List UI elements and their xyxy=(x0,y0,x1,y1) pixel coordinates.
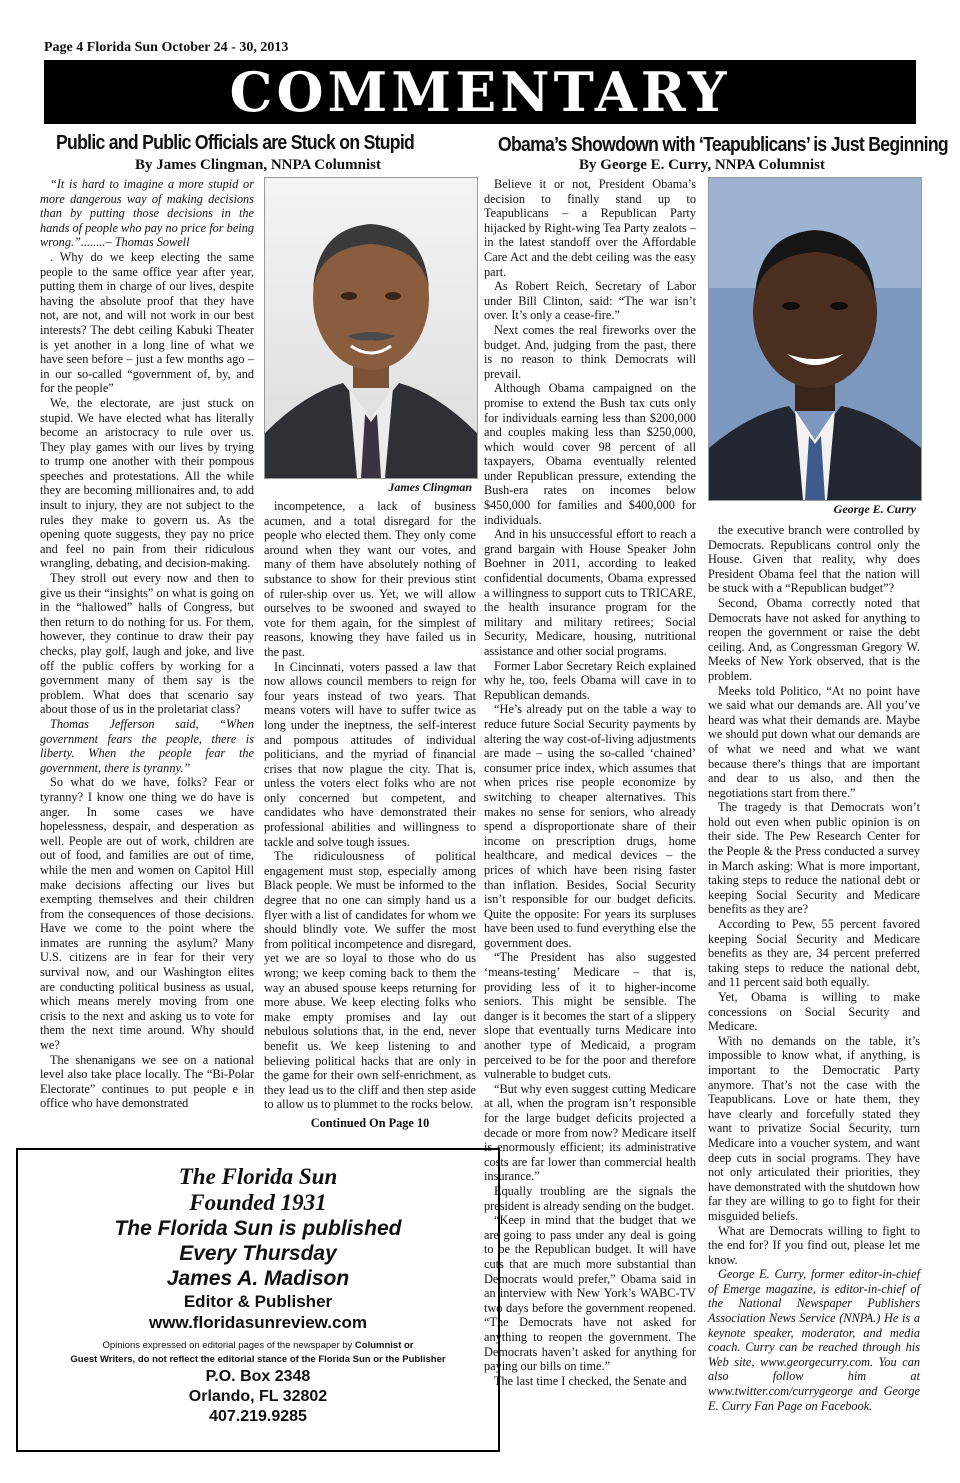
article1-paragraph: The shenanigans we see on a national level also take place locally. The “Bi-Polar Electorate” continues to put people e in office who have demonstrated xyxy=(40,1052,254,1111)
article2-paragraph: According to Pew, 55 percent favored keeping Social Security and Medicare benefits as they are, 34 percent preferred taking steps to reduce the national debt, and 11 percent said both equally. xyxy=(708,917,920,990)
continued-on-page-label: Continued On Page 10 xyxy=(310,1115,430,1130)
article1-column-1 xyxy=(40,177,254,1111)
page-folio: Page 4 Florida Sun October 24 - 30, 2013 xyxy=(44,40,289,55)
article2-paragraph: As Robert Reich, Secretary of Labor under Bill Clinton, said: “The war isn’t over. It’s only a cease-fire.” xyxy=(484,279,696,323)
masthead-publisher-name: James A. Madison xyxy=(166,1267,350,1290)
james-clingman-photo xyxy=(264,177,478,479)
masthead-schedule: Every Thursday xyxy=(179,1242,337,1265)
article2-paragraph: The tragedy is that Democrats won’t hold out even when public opinion is on their side. The Pew Research Center for the People & the Press conducted a survey in March asking: What is more important, taking steps to reduce the national debt or keeping Social Security and Medicare benefits as they are? xyxy=(708,800,920,917)
masthead-publisher-role: Editor & Publisher xyxy=(183,1292,333,1311)
article2-paragraph: “But why even suggest cutting Medicare at all, when the program isn’t responsible for the large budget deficits projected a decade or more from now? Medicare itself is enormously efficient; its administrative costs are far lower than commercial health insurance.” xyxy=(484,1081,696,1184)
article2-paragraph: Yet, Obama is willing to make concessions on Social Security and Medicare. xyxy=(708,990,920,1034)
masthead-founded: Founded 1931 xyxy=(189,1190,327,1215)
article2-paragraph: Former Labor Secretary Reich explained why he, too, feels Obama will cave in to Republican demands. xyxy=(484,658,696,702)
masthead-paper-name: The Florida Sun xyxy=(178,1164,338,1189)
article1-headline: Public and Public Officials are Stuck on Stupid xyxy=(56,132,415,154)
article2-paragraph: And in his unsuccessful effort to reach a grand bargain with House Speaker John Boehner in 2011, according to leaked confidential documents, Obama expressed a willingness to support cuts to TRICARE, the health insurance program for the military and military retirees; Social Security, Medicare, housing, nutritional assistance and other social programs. xyxy=(484,527,696,658)
article1-paragraph: They stroll out every now and then to give us their “insights” on what is going on in the “hallowed” halls of Congress, but then return to do nothing for us. For them, however, they continue to draw their pay checks, play golf, laugh and joke, and live off the public coffers by working for a government many of them say is the problem. What does that scenario say about those of us in the proletariat class? xyxy=(40,571,254,717)
article1-paragraph: incompetence, a lack of business acumen, and a total disregard for the people who elected them. They only come around when they want our votes, and many of them have absolutely nothing of substance to show for their previous stint of ruler-ship over us. Yet, we will allow ourselves to be swooned and swayed to vote for them again, for the simplest of reasons, knowing they have failed us in the past. xyxy=(264,499,476,659)
article2-paragraph: Meeks told Politico, “At no point have we said what our demands are. All you’ve heard was what their demands are. Maybe we should put down what our demands are of what we need and what we want because there’s things that are important and dear to us also, and then the negotiations start from there.” xyxy=(708,683,920,800)
article2-paragraph: “He’s already put on the table a way to reduce future Social Security payments by altering the way cost-of-living adjustments are made – using the so-called ‘chained’ consumer price index, which assumes that when prices rise people economize by switching to cheaper alternatives. This makes no sense for seniors, who already spend a disproportionate share of their income on prescription drugs, home healthcare, and medical devices – the prices of which have been rising faster than inflation. Besides, Social Security isn’t responsible for our budget deficits. Quite the opposite: For years its surpluses have been used to fund everything else the government does. xyxy=(484,702,696,950)
article2-column-2 xyxy=(708,523,920,1413)
article1-paragraph: “It is hard to imagine a more stupid or more dangerous way of making decisions than by putting those decisions in the hands of people who pay no price for being wrong.”........– Thomas Sowell xyxy=(40,177,254,250)
article2-column-1 xyxy=(484,177,696,1388)
article2-paragraph: Next comes the real fireworks over the budget. And, judging from the past, there is no reason to think Democrats will prevail. xyxy=(484,322,696,381)
masthead-city: Orlando, FL 32802 xyxy=(188,1388,328,1405)
article1-paragraph: So what do we have, folks? Fear or tyranny? I know one thing we do have is anger. In some cases we have hopelessness, despair, and desperation as well. People are out of work, children are out of food, and families are out of time, while the men and women on Capitol Hill make decisions affecting our lives but exempting themselves and their children from the consequences of those decisions. Have we come to the point where the inmates are running the asylum? Many U.S. citizens are in fear for their very survival now, and our Washington elites are conducting political business as usual, which means merely moving from one crisis to the next and asking us to vote for them the next time around. Why should we? xyxy=(40,775,254,1053)
author-bio: George E. Curry, former editor-in-chief of Emerge magazine, is editor-in-chief of the National Newspaper Publishers Association News Service (NNPA.) He is a keynote speaker, moderator, and media coach. Curry can be reached through his Web site, www.georgecurry.com. You can also follow him at www.twitter.com/currygeorge and George E. Curry Fan Page on Facebook. xyxy=(708,1267,920,1413)
article2-byline: By George E. Curry, NNPA Columnist xyxy=(579,157,825,173)
article2-paragraph: What are Democrats willing to fight to the end for? If you find out, please let me know. xyxy=(708,1223,920,1267)
article1-paragraph: Thomas Jefferson said, “When government fears the people, there is liberty. When the people fear the government, there is tyranny.” xyxy=(40,716,254,775)
masthead-box xyxy=(16,1148,500,1452)
masthead-disclaimer xyxy=(18,1339,498,1367)
masthead-website: www.floridasunreview.com xyxy=(149,1313,367,1332)
masthead-po-box: P.O. Box 2348 xyxy=(205,1368,311,1385)
article2-paragraph: Believe it or not, President Obama’s decision to finally stand up to Teapublicans – a Republican Party hijacked by Right-wing Tea Party zealots – in the latest standoff over the Affordable Care Act and the debt ceiling was the easy part. xyxy=(484,177,697,279)
section-banner: COMMENTARY xyxy=(44,60,916,124)
article1-paragraph: We, the electorate, are just stuck on stupid. We have elected what has literally become an aristocracy to rule over us. They play games with our lives by trying to trump one another with their pompous speeches and protestations. All the while they are becoming millionaires and, to add insult to injury, they are not subject to the rules they make to govern us. As the opening quote suggests, they pay no price and feel no pain from their ridiculous wrangling, debating, and decision-making. xyxy=(40,395,254,571)
article1-paragraph: The ridiculousness of political engagement must stop, especially among Black people. We must be informed to the degree that no one can simply hand us a flyer with a list of candidates for whom we should blindly vote. We suffer the most from political incompetence and disregard, yet we are so loyal to those who do us wrong; we keep coming back to them the way an abused spouse keeps returning for more abuse. We keep electing folks who make empty promises and lay out nebulous solutions that, in the end, never benefit us. We keep listening to and believing political hacks that are only in the game for their own self-enrichment, as they lead us to the cliff and then step aside to allow us to plummet to the rocks below. xyxy=(264,849,476,1112)
article2-paragraph: Although Obama campaigned on the promise to extend the Bush tax cuts only for individuals earning less than $200,000 and couples making less than $250,000, which would cover 98 percent of all taxpayers, Obama eventually relented under Republican pressure, extending the Bush-era rates on incomes below $450,000 for families and $400,000 for individuals. xyxy=(484,381,696,527)
article1-column-2 xyxy=(264,499,476,1131)
article2-paragraph: “The President has also suggested ‘means-testing’ Medicare – that is, providing less of it to higher-income seniors. This might be sensible. The danger is it becomes the start of a slippery slope that eventually turns Medicare into another type of Medicaid, a program perceived to be for the poor and therefore vulnerable to budget cuts. xyxy=(484,950,696,1082)
article2-paragraph: Equally troubling are the signals the president is already sending on the budget. xyxy=(484,1183,696,1213)
article1-photo-caption: James Clingman xyxy=(388,480,472,494)
article2-headline: Obama’s Showdown with ‘Teapublicans’ is Just Beginning xyxy=(498,134,948,156)
masthead-disclaimer-bold: Columnist or xyxy=(354,1340,414,1351)
masthead-published-line: The Florida Sun is published xyxy=(114,1217,402,1240)
article1-paragraph: In Cincinnati, voters passed a law that now allows council members to reign for four years instead of two years. That means voters will have to suffer twice as long under the ineptness, the self-interest and pompous attitudes of individual politicians, and the myriad of financial crises that now plague the city. That is, unless the voters elect folks who are not only concerned but competent, and candidates who have demonstrated their professional abilities and willingness to tackle and solve tough issues. xyxy=(264,659,476,849)
george-curry-photo xyxy=(708,177,922,501)
article1-byline: By James Clingman, NNPA Columnist xyxy=(135,157,381,173)
article2-paragraph: the executive branch were controlled by Democrats. Republicans control only the House. Given that reality, why does President Obama feel that the nation will be stuck with a “Republican budget”? xyxy=(708,523,920,596)
article1-paragraph: . Why do we keep electing the same people to the same office year after year, putting them in charge of our lives, despite having the absolute proof that they have not, are not, and will not work in our best interests? The debt ceiling Kabuki Theater is yet another in a long line of what we have seen before – just a few months ago – in our so-called “government of, by, and for the people” xyxy=(40,249,254,396)
masthead-phone: 407.219.9285 xyxy=(209,1408,307,1425)
masthead-disclaimer-line2: Guest Writers, do not reflect the editorial stance of the Florida Sun or the Publisher xyxy=(70,1354,446,1365)
article2-paragraph: Second, Obama correctly noted that Democrats have not asked for anything to reopen the government or raise the debt ceiling. And, as Congressman Gregory W. Meeks of New York observed, that is the problem. xyxy=(708,595,920,683)
article2-paragraph: The last time I checked, the Senate and xyxy=(494,1373,687,1388)
article2-photo-caption: George E. Curry xyxy=(833,502,916,516)
article2-paragraph: “Keep in mind that the budget that we are going to pass under any deal is going to be the Republican budget. It will have cuts that are much more substantial than Democrats would prefer,” Obama said in an interview with New York’s WABC-TV two days before the government reopened. “The Democrats have not asked for anything to reopen the government. The Democrats haven’t asked for anything for paying our bills on time.” xyxy=(484,1213,696,1374)
masthead-disclaimer-text: Opinions expressed on editorial pages of the newspaper by xyxy=(102,1340,355,1351)
article2-paragraph: With no demands on the table, it’s impossible to know what, if anything, is important to the Democratic Party anymore. That’s not the case with the Teapublicans. Love or hate them, they have clearly and forcefully stated they want to privatize Social Security, turn Medicare into a voucher system, and want deep cuts in social programs. They have not only articulated their priorities, they have demonstrated with the shutdown how far they are willing to go to fight for their misguided beliefs. xyxy=(708,1033,920,1223)
